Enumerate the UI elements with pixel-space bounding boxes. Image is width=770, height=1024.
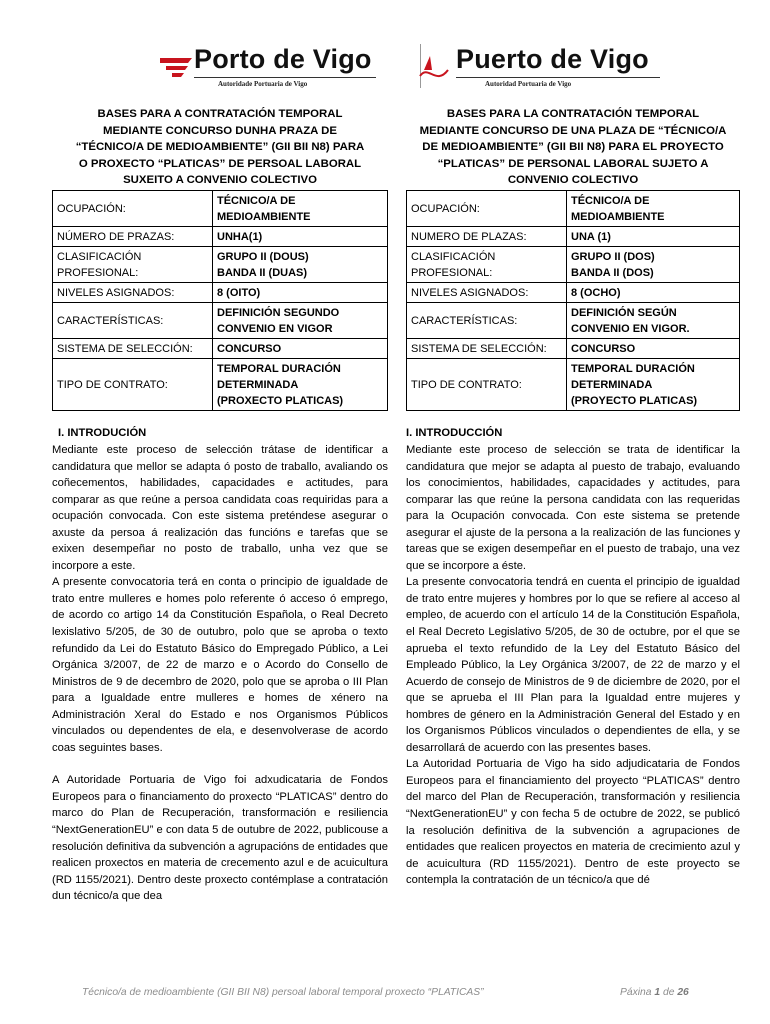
galician-column [52,106,388,905]
document-title [406,106,740,190]
row-label: OCUPACIÓN: [407,191,567,227]
table-row [53,303,388,339]
table-row [53,359,388,411]
table-row [407,247,740,283]
row-value: TEMPORAL DURACIÓN DETERMINADA (PROYECTO PLATICAS) [567,359,740,411]
section-heading: I. INTRODUCCIÓN [406,427,503,439]
title-line: CONVENIO COLECTIVO [507,174,639,187]
row-label: NÚMERO DE PRAZAS: [53,227,213,247]
logo-rule [194,77,376,78]
table-row [407,283,740,303]
body-paragraph: La presente convocatoria tendrá en cuenta el principio de igualdad de trato entre mujeres y hombres por lo que se refiere al acceso al empleo, de acuerdo con el artículo 14 de la Constitución Española, el Real Decreto Legislativo 5/205, de 30 de octubre, por el que se aprueba el texto refundido de la Ley del Estatuto Básico del Empleado Público, la Ley Orgánica 3/2007, de 22 de marzo y el Acuerdo de consejo de Ministros de 9 de diciembre de 2020, por el que se aprueba el III Plan para la Igualdad entre mujeres y hombres de género en la Administración General del Estado y en los Organismos Públicos vinculados o dependientes de ella, y se desarrollará de acuerdo con las presentes bases. [406,576,740,754]
page-total: 26 [677,987,689,998]
row-value: TÉCNICO/A DE MEDIOAMBIENTE [213,191,388,227]
row-value: DEFINICIÓN SEGUNDO CONVENIO EN VIGOR [213,303,388,339]
logo-name: Porto de Vigo [194,44,372,74]
logo-authority: Autoridade Portuaria de Vigo [218,80,308,88]
row-label: NIVELES ASIGNADOS: [407,283,567,303]
row-value: 8 (OCHO) [567,283,740,303]
row-label: TIPO DE CONTRATO: [53,359,213,411]
document-title [52,106,388,190]
page-of: de [662,987,675,998]
spanish-column [406,106,740,889]
title-line: MEDIANTE CONCURSO DE UNA PLAZA DE “TÉCNICO/A [419,124,727,137]
title-line: “PLATICAS” DE PERSONAL LABORAL SUJETO A [437,157,709,170]
title-line: “TÉCNICO/A DE MEDIOAMBIENTE” (GII BII N8) PARA [75,141,365,154]
table-row [407,191,740,227]
row-value: DEFINICIÓN SEGÚN CONVENIO EN VIGOR. [567,303,740,339]
body-paragraph: Mediante este proceso de selección se trata de identificar la candidatura que mejor se adapta al puesto de trabajo, evaluando los conocimientos, habilidades, capacidades y actitudes, para comparar las que reúne la persona candidata con las requeridas para la Ocupación convocada. Con este sistema se pretende asegurar el ajuste de la persona a la realización de las funciones y tareas que se exigen desempeñar en el puesto de trabajo, una vez que se incorpore a éste. [406,444,740,572]
title-line: MEDIANTE CONCURSO DUNHA PRAZA DE [103,124,337,137]
title-line: O PROXECTO “PLATICAS” DE PERSOAL LABORAL [78,157,362,170]
paragraph-gap [52,756,388,772]
row-value: 8 (OITO) [213,283,388,303]
body-paragraph: La Autoridad Portuaria de Vigo ha sido adjudicataria de Fondos Europeos para el financiamiento del proyecto “PLATICAS” dentro del marco del Plan de Recuperación, transformación y resiliencia “NextGenerationEU” y con fecha 5 de octubre de 2022, se publicó la resolución definitiva de la subvención a agrupaciones de entidades que realicen proyectos en materia de crecimiento azul y de acuicultura (RD 1155/2021). Dentro de este proyecto se contempla la contratación de un técnico/a que dé [406,758,740,887]
table-row [407,227,740,247]
row-label: CLASIFICACIÓN PROFESIONAL: [407,247,567,283]
table-row [407,303,740,339]
logo-name: Puerto de Vigo [456,44,649,74]
table-row [53,283,388,303]
porto-de-vigo-logo [158,40,376,96]
row-label: NUMERO DE PLAZAS: [407,227,567,247]
body-paragraph: A presente convocatoria terá en conta o principio de igualdade de trato entre mulleres e homes polo referente ó acceso ó emprego, de acordo co artigo 14 da Constitución Española, o Real Decreto lexislativo 5/205, de 30 de outubro, polo que se aproba o texto refundido da Lei do Estatuto Básico do Empregado Público, a Lei Orgánica 3/2007, de 22 de marzo e o Acordo do Consello de Ministros de 9 de decembro de 2020, polo que se aproba o III Plan para a Igualdade entre mulleres e homes de xénero na Administración Xeral do Estado e nos Organismos Públicos vinculados ou dependentes de ela, e desenvolverase de acordo coas seguintes bases. [52,576,388,754]
table-row [53,227,388,247]
row-value: GRUPO II (DOUS) BANDA II (DUAS) [213,247,388,283]
title-line: DE MEDIOAMBIENTE” (GII BII N8) PARA EL PROYECTO [422,141,724,154]
footer-page-number [620,987,689,998]
title-line: BASES PARA A CONTRATACIÓN TEMPORAL [97,108,343,120]
table-row [53,339,388,359]
footer-document-name: Técnico/a de medioambiente (GII BII N8) persoal laboral temporal proxecto “PLATICAS” [82,987,484,998]
row-label: OCUPACIÓN: [53,191,213,227]
body-paragraph: A Autoridade Portuaria de Vigo foi adxudicataria de Fondos Europeos para o financiamento do proxecto “PLATICAS” dentro do marco do Plan de Recuperación, transformación e resiliencia “NextGenerationEU” e con data 5 de outubre de 2022, publicouse a resolución definitiva da subvención a agrupacións de entidades que realicen proxectos en materia de crecemento azul e de acuicultura (RD 1155/2021). Dentro deste proxecto contémplase a contratación dun técnico/a que dea [52,774,388,903]
row-value: UNA (1) [567,227,740,247]
section-heading: I. INTRODUCIÓN [58,427,147,439]
logo-authority: Autoridad Portuaria de Vigo [485,80,572,88]
row-value: TÉCNICO/A DE MEDIOAMBIENTE [567,191,740,227]
row-label: SISTEMA DE SELECCIÓN: [53,339,213,359]
table-row [407,339,740,359]
page-current: 1 [654,987,661,998]
row-label: TIPO DE CONTRATO: [407,359,567,411]
row-value: CONCURSO [213,339,388,359]
page-word: Páxina [620,987,652,998]
row-value: GRUPO II (DOS) BANDA II (DOS) [567,247,740,283]
body-paragraph: Mediante este proceso de selección trátase de identificar a candidatura que mellor se adapta ó posto de traballo, avaliando os coñecementos, habilidades, capacidades e actitudes, para comparar as que reúne a persoa candidata coas requiridas para a ocupación convocada. Con este sistema preténdese asegurar o axuste da persoa á realización das funcións e tarefas que se exixen desempeñar no posto de traballo, unha vez que se incorpore a este. [52,444,388,572]
row-label: SISTEMA DE SELECCIÓN: [407,339,567,359]
row-label: CARACTERÍSTICAS: [53,303,213,339]
row-label: NIVELES ASIGNADOS: [53,283,213,303]
title-line: BASES PARA LA CONTRATACIÓN TEMPORAL [446,108,700,120]
table-row [407,359,740,411]
row-value: UNHA(1) [213,227,388,247]
table-row [53,247,388,283]
position-info-table [52,190,388,411]
row-value: TEMPORAL DURACIÓN DETERMINADA (PROXECTO PLATICAS) [213,359,388,411]
puerto-de-vigo-logo [418,40,678,96]
row-value: CONCURSO [567,339,740,359]
row-label: CARACTERÍSTICAS: [407,303,567,339]
row-label: CLASIFICACIÓN PROFESIONAL: [53,247,213,283]
position-info-table [406,190,740,411]
table-row [53,191,388,227]
logo-rule [456,77,660,78]
title-line: SUXEITO A CONVENIO COLECTIVO [123,174,317,187]
